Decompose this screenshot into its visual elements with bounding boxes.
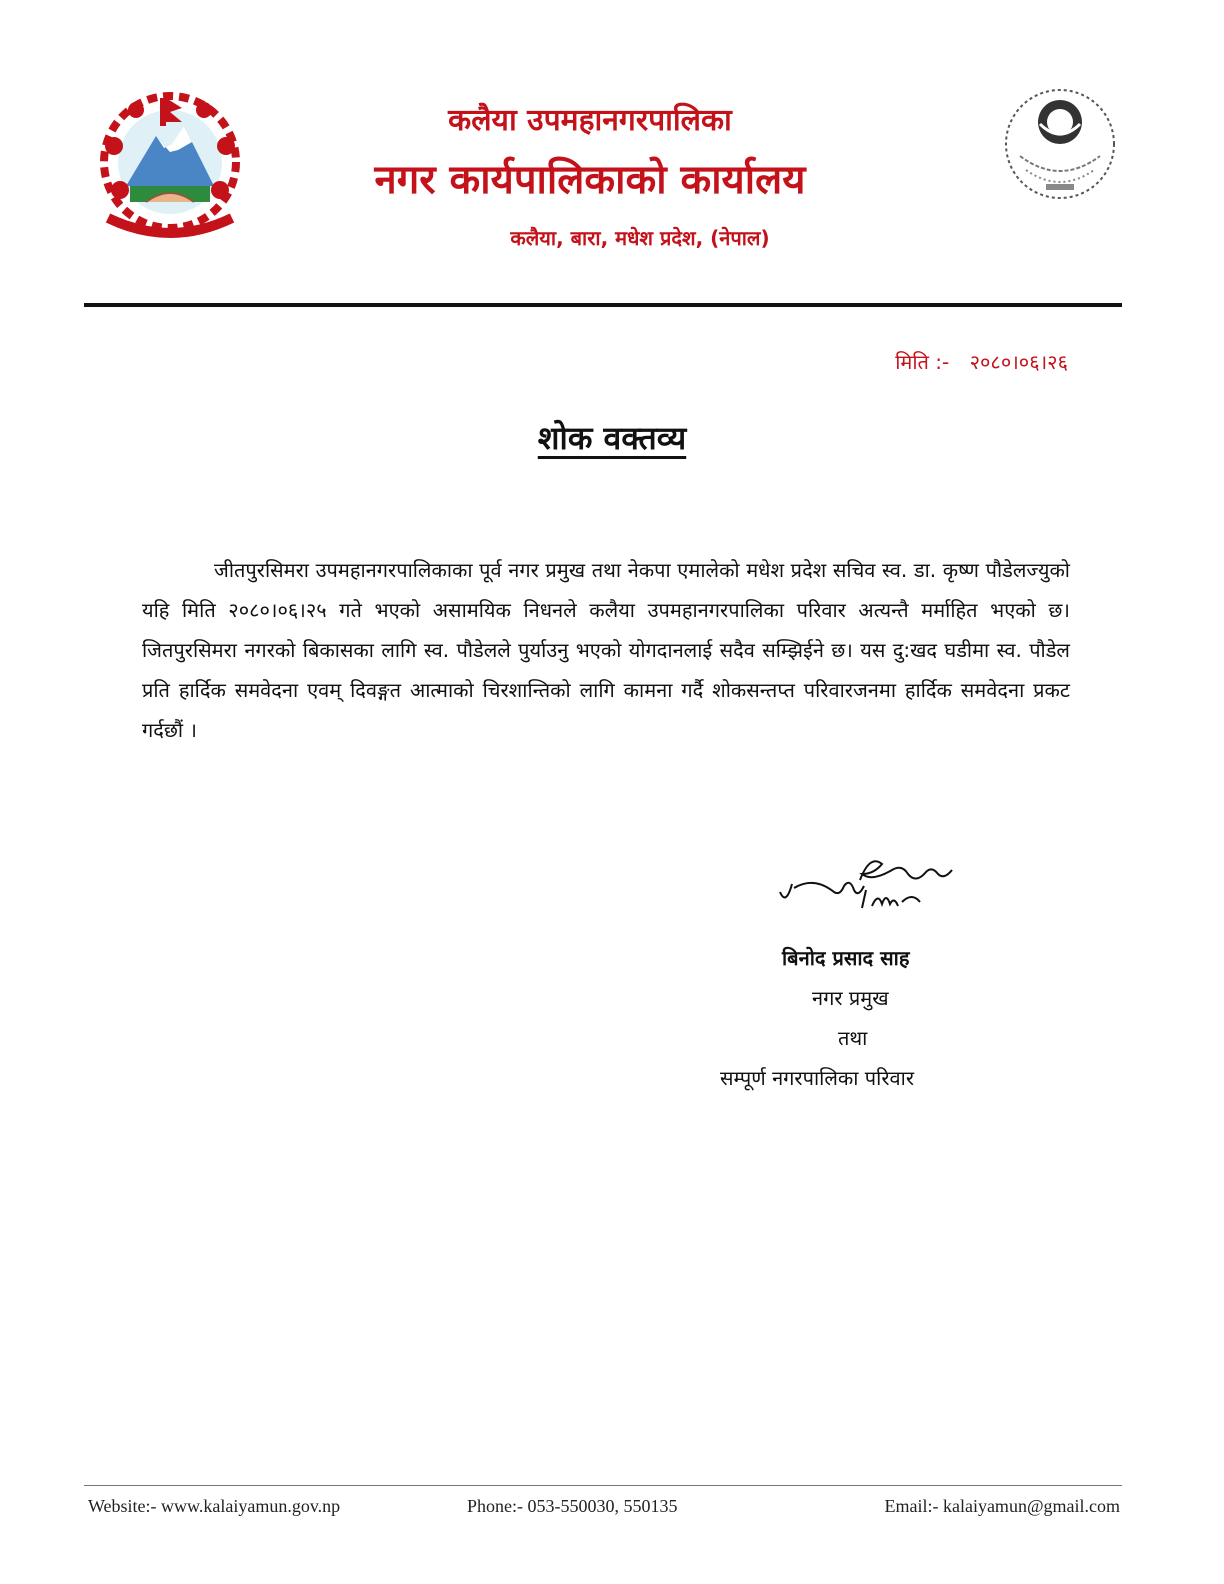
office-name: नगर कार्यपालिकाको कार्यालय bbox=[374, 157, 806, 203]
footer-website: Website:- www.kalaiyamun.gov.np bbox=[88, 1496, 341, 1516]
signature-block bbox=[700, 938, 1000, 1098]
signatory-family: सम्पूर्ण नगरपालिका परिवार bbox=[720, 1066, 914, 1090]
footer-phone: Phone:- 053-550030, 550135 bbox=[467, 1496, 678, 1516]
header-divider bbox=[84, 303, 1122, 307]
handwritten-signature bbox=[776, 852, 962, 924]
signatory-post: नगर प्रमुख bbox=[812, 986, 889, 1010]
date-value: २०८०।०६।२६ bbox=[969, 350, 1068, 374]
document-title: शोक वक्तव्य bbox=[537, 419, 687, 457]
signatory-conjunction: तथा bbox=[838, 1026, 868, 1050]
municipality-seal-icon bbox=[1000, 84, 1120, 204]
office-address: कलैया, बारा, मधेश प्रदेश, (नेपाल) bbox=[510, 226, 770, 250]
org-name: कलैया उपमहानगरपालिका bbox=[448, 103, 732, 138]
date-line bbox=[895, 348, 1068, 375]
footer-email: Email:- kalaiyamun@gmail.com bbox=[884, 1496, 1120, 1516]
nepal-government-emblem-icon bbox=[86, 86, 254, 246]
footer-divider bbox=[84, 1485, 1122, 1486]
document-title-wrap bbox=[0, 416, 1224, 459]
date-label: मिति :- bbox=[895, 350, 950, 374]
signatory-name: बिनोद प्रसाद साह bbox=[782, 946, 910, 970]
statement-body: जीतपुरसिमरा उपमहानगरपालिकाका पूर्व नगर प्रमुख तथा नेकपा एमालेको मधेश प्रदेश सचिव स्व. डा. कृष्ण पौडेलज्युको यहि मिति २०८०।०६।२५ गते भएको असामयिक निधनले कलैया उपमहानगरपालिका परिवार अत्यन्तै मर्माहित भएको छ। जितपुरसिमरा नगरको बिकासका लागि स्व. पौडेलले पुर्याउनु भएको योगदानलाई सदैव सम्झिईने छ। यस दु:खद घडीमा स्व. पौडेल प्रति हार्दिक समवेदना एवम् दिवङ्गत आत्माको चिरशान्तिको लागि कामना गर्दै शोकसन्तप्त परिवारजनमा हार्दिक समवेदना प्रकट गर्दछौं । bbox=[142, 558, 1070, 742]
